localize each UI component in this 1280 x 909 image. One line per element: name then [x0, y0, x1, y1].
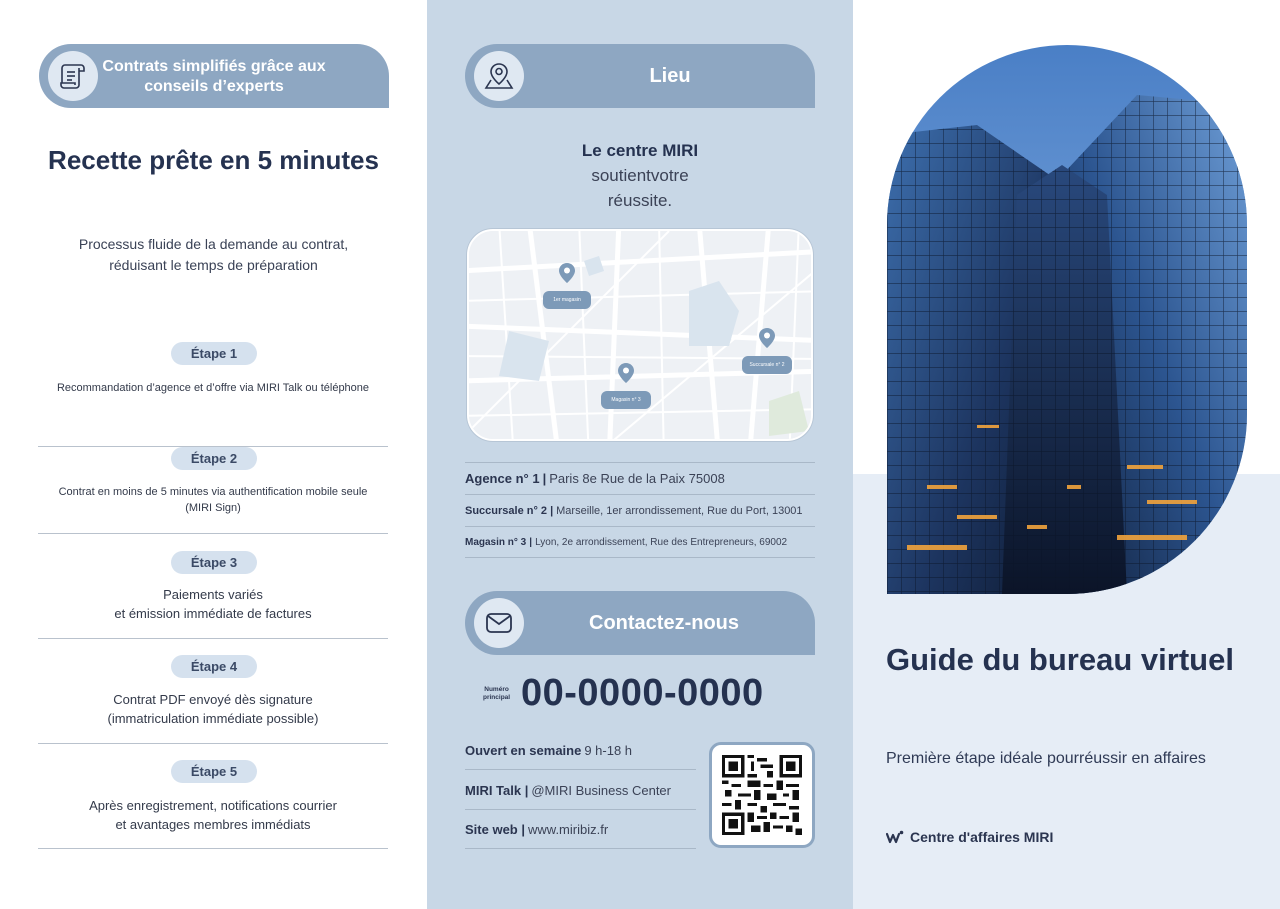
step-description: [38, 585, 388, 623]
skyscraper-photo: [887, 45, 1247, 594]
step-line-2: (MIRI Sign): [185, 502, 241, 514]
address-text: Lyon, 2e arrondissement, Rue des Entrepreneurs, 69002: [535, 536, 788, 548]
right-panel: [853, 0, 1280, 909]
step-line-2: et avantages membres immédiats: [115, 817, 311, 832]
location-title-line-3: réussite.: [607, 191, 673, 210]
step-badge: Étape 2: [171, 447, 257, 470]
address-text: Marseille, 1er arrondissement, Rue du Port, 13001: [556, 504, 803, 517]
step-badge: Étape 1: [171, 342, 257, 365]
phone-number[interactable]: 00-0000-0000: [521, 672, 764, 714]
address-separator: |: [529, 536, 533, 548]
map-marker-1[interactable]: [543, 263, 591, 309]
step-description: [38, 484, 388, 516]
step-line-1: Après enregistrement, notifications courrier: [89, 798, 337, 813]
location-title-line-2: soutientvotre: [591, 166, 689, 185]
step-badge: Étape 5: [171, 760, 257, 783]
contact-row-hours: [465, 731, 696, 770]
phone-label-line-1: Numéro: [484, 686, 509, 693]
step-3: [38, 551, 388, 639]
map-marker-pin-icon: [559, 263, 575, 283]
address-name: Agence n° 1: [465, 471, 540, 486]
address-name: Succursale n° 2: [465, 504, 548, 517]
contracts-header-pill: [39, 44, 389, 108]
brand: [886, 829, 1053, 845]
middle-panel: [427, 0, 853, 909]
step-description: [38, 796, 388, 834]
map-marker-label: Magasin n° 3: [601, 391, 651, 409]
location-header-pill: [465, 44, 815, 108]
step-line-2: et émission immédiate de factures: [114, 606, 312, 621]
contact-header-pill: [465, 591, 815, 655]
header-line-1: Contrats simplifiés grâce aux: [102, 58, 326, 75]
map-pin-icon: [474, 51, 524, 101]
step-description: [38, 380, 388, 396]
map-marker-pin-icon: [618, 363, 634, 383]
recipe-title: Recette prête en 5 minutes: [48, 145, 379, 175]
website-link[interactable]: www.miribiz.fr: [528, 821, 609, 837]
address-row: [465, 462, 815, 494]
step-1: [38, 342, 388, 447]
contact-label: Ouvert en semaine: [465, 742, 582, 758]
step-2: [38, 447, 388, 534]
address-row: [465, 526, 815, 558]
contact-value[interactable]: @MIRI Business Center: [531, 782, 671, 798]
step-line-1: Recommandation d’agence et d’offre via MIRI Talk ou téléphone: [56, 382, 370, 394]
map-marker-label: Succursale n° 2: [742, 356, 792, 374]
guide-subtitle: Première étape idéale pourréussir en affaires: [886, 750, 1206, 767]
subtitle-line-1: Processus fluide de la demande au contrat,: [78, 236, 349, 252]
step-line-1: Contrat en moins de 5 minutes via authentification mobile seule: [58, 486, 368, 498]
contact-row-talk[interactable]: [465, 771, 696, 810]
skyscraper-graphic: [887, 45, 1247, 594]
contracts-header-text: [97, 57, 331, 97]
step-line-1: Contrat PDF envoyé dès signature: [113, 692, 313, 707]
step-5: [38, 760, 388, 849]
step-badge: Étape 4: [171, 655, 257, 678]
qr-code-icon[interactable]: [709, 742, 815, 848]
envelope-icon: [474, 598, 524, 648]
subtitle-line-2: réduisant le temps de préparation: [109, 257, 318, 273]
header-line-2: conseils d’experts: [144, 78, 284, 95]
map-marker-label: 1er magasin: [543, 291, 591, 309]
location-title: [427, 138, 853, 213]
contact-label: MIRI Talk |: [465, 782, 529, 798]
brand-name: Centre d'affaires MIRI: [910, 829, 1054, 845]
step-badge: Étape 3: [171, 551, 257, 574]
address-separator: |: [542, 471, 547, 486]
contract-scroll-icon: [48, 51, 98, 101]
recipe-subtitle: [40, 234, 387, 276]
map-marker-pin-icon: [759, 328, 775, 348]
contact-label: Site web |: [465, 821, 525, 837]
miri-logo-icon: [886, 830, 904, 844]
location-map[interactable]: [467, 229, 813, 441]
contact-row-website[interactable]: [465, 810, 696, 849]
map-marker-2[interactable]: [742, 328, 792, 374]
contact-value: 9 h-18 h: [584, 742, 633, 758]
phone-label: [483, 686, 510, 702]
step-line-2: (immatriculation immédiate possible): [107, 711, 319, 726]
left-panel: [0, 0, 427, 909]
step-4: [38, 655, 388, 744]
map-marker-3[interactable]: [601, 363, 651, 409]
contact-header-label: Contactez-nous: [589, 611, 739, 634]
location-header-label: Lieu: [649, 64, 691, 87]
phone-label-line-2: principal: [483, 694, 511, 701]
location-title-bold: Le centre MIRI: [581, 141, 699, 160]
guide-title: Guide du bureau virtuel: [886, 642, 1234, 677]
address-text: Paris 8e Rue de la Paix 75008: [549, 471, 725, 486]
main-phone[interactable]: [467, 670, 817, 718]
qr-code-graphic: [722, 755, 802, 835]
address-separator: |: [550, 504, 554, 517]
step-description: [38, 690, 388, 728]
address-name: Magasin n° 3: [465, 536, 527, 548]
step-line-1: Paiements variés: [163, 587, 263, 602]
address-row: [465, 494, 815, 526]
